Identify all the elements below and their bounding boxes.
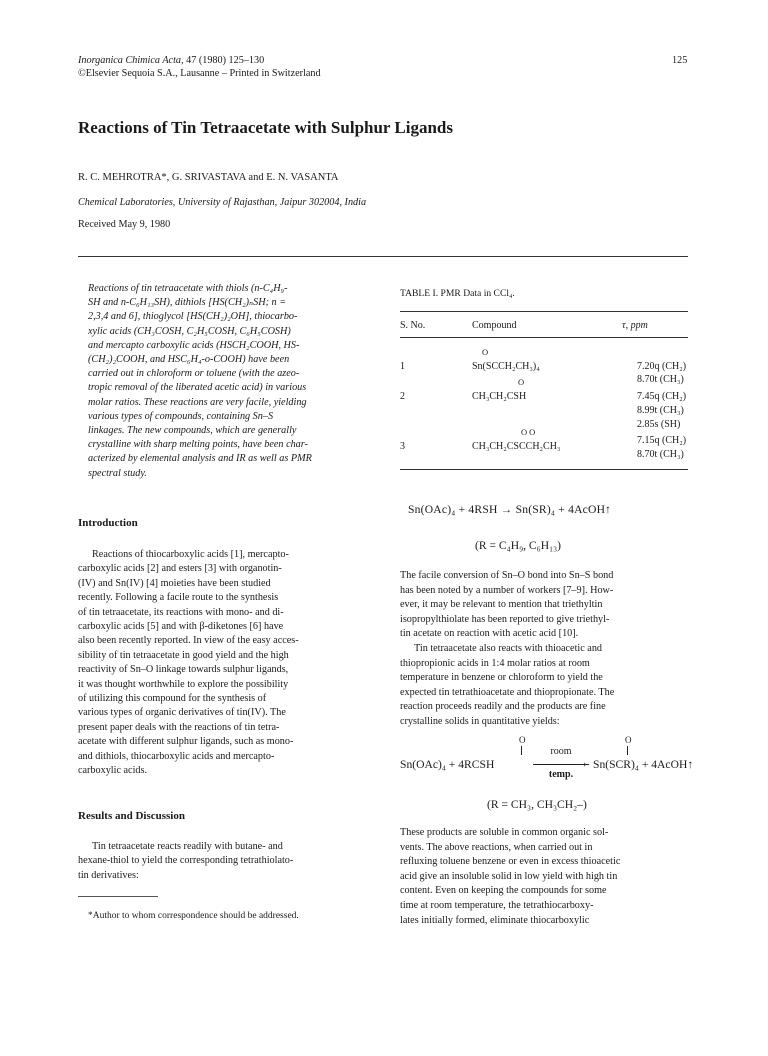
intro-line: of utilizing this compound for the synthesis of [78,693,267,705]
results-heading: Results and Discussion [78,810,185,822]
received-date: Received May 9, 1980 [78,219,171,230]
equation-2-right: Sn(SCR)₄ + 4AcOH↑ [593,758,694,771]
equation-2-condition: (R = CH₃, CH₃CH₂–) [487,798,587,811]
affiliation: Chemical Laboratories, University of Rajasthan, Jaipur 302004, India [78,197,367,208]
intro-line: and dithiols, thiocarboxylic acids and mercapto- [78,750,275,762]
intro-line: acetate with different sulphur ligands, such as mono- [78,736,294,748]
table-row-3-compound: CH₃CH₂CSCCH₂CH₃ [472,441,561,452]
right-line: content. Even on keeping the compounds for some [400,885,607,897]
arrow-head-icon: › [583,758,587,770]
table-row-1-compound: Sn(SCCH₂CH₃)₄ [472,361,540,372]
abstract [88,282,368,481]
carbonyl-o-pair [521,426,537,439]
right-line: has been noted by a number of workers [7–9]. How- [400,584,614,596]
page-number: 125 [672,55,688,66]
table-row-2-value: 8.99t (CH₃) [637,405,684,416]
intro-line: carboxylic acids [2] and esters [3] with organotin- [78,563,282,575]
intro-line: it was thought worthwhile to explore the possibility [78,678,289,690]
authors: R. C. MEHROTRA*, G. SRIVASTAVA and E. N. VASANTA [78,172,339,183]
carbonyl-o: O [519,735,526,745]
equation-2-arrow-bottom: temp. [548,769,574,780]
equation-2-left: Sn(OAc)₄ + 4RCSH [400,758,495,771]
right-line: crystalline solids in quantitative yields: [400,715,560,727]
table-header-rule [400,337,688,338]
carbonyl-o: O [518,377,525,387]
right-line: reaction proceeds readily and the products are fine [400,701,606,713]
abstract-line: (CH₂)₂COOH, and HSC₆H₄-o-COOH) have been [88,354,290,366]
journal-volume: 47 (1980) 125–130 [186,55,265,66]
right-line: tin acetate on reaction with acetic acid [10]. [400,628,579,640]
introduction-heading: Introduction [78,517,138,529]
equation-1-condition: (R = C₄H₉, C₆H₁₃) [475,539,562,552]
table-row-1-value: 7.20q (CH₂) [637,361,687,372]
right-line: isopropylthiolate has been reported to give triethyl- [400,613,610,625]
table-row-2-compound: CH₃CH₂CSH [472,391,527,402]
table-row-1-no: 1 [400,361,405,372]
results-line: hexane-thiol to yield the corresponding tetrathiolato- [78,855,294,867]
results-body [78,840,370,883]
right-line: thiopropionic acids in 1:4 molar ratios at room [400,657,590,669]
abstract-line: molar ratios. These reactions are very facile, yielding [88,396,307,408]
reaction-arrow-line [533,764,589,765]
right-line: expected tin tetrathioacetate and thiopropionate. The [400,686,615,698]
abstract-line: 2,3,4 and 6], thioglycol [HS(CH₂)₂OH], thiocarbo- [88,311,298,323]
intro-line: reactivity of Sn–O linkage towards sulphur ligands, [78,664,289,676]
right-line: Tin tetraacetate also reacts with thioacetic and [414,642,603,654]
footnote-divider [78,896,158,897]
abstract-line: SH and n-C₆H₁₃SH), dithiols [HS(CH₂)ₙSH; n = [88,297,287,309]
carbonyl-o: O [482,347,489,357]
intro-line: (IV) and Sn(IV) [4] moieties have been studied [78,577,271,589]
abstract-line: spectral study. [88,467,147,479]
table-row-2-no: 2 [400,391,405,402]
abstract-line: linkages. The new compounds, which are generally [88,425,297,437]
right-line: time at room temperature, the tetrathiocarboxy- [400,899,594,911]
journal-citation [78,54,264,68]
abstract-line: acterized by elemental analysis and IR as well as PMR [88,453,312,465]
intro-line: various types of organic derivatives of tin(IV). The [78,707,286,719]
table-header-sno: S. No. [400,320,426,331]
intro-line: also been recently reported. In view of the easy acces- [78,635,299,647]
equation-1: Sn(OAc)₄ + 4RSH → Sn(SR)₄ + 4AcOH↑ [408,503,612,516]
abstract-line: and mercapto carboxylic acids (HSCH₂COOH, HS- [88,339,300,351]
abstract-line: Reactions of tin tetraacetate with thiols (n-C₄H₉- [88,283,288,294]
table-caption: TABLE I. PMR Data in CCl₄. [400,288,515,299]
double-bond-mark [627,746,628,755]
abstract-line: crystalline with sharp melting points, have been char- [88,439,308,451]
introduction-body [78,548,370,779]
abstract-line: xylic acids (CH₃COSH, C₂H₅COSH, C₆H₅COSH) [88,325,291,337]
table-row-3-no: 3 [400,441,405,452]
article-title: Reactions of Tin Tetraacetate with Sulphur Ligands [78,118,454,137]
abstract-line: carried out in chloroform or toluene (with the azeo- [88,368,300,380]
table-header-tau: τ, ppm [622,320,648,331]
abstract-line: tropic removal of the liberated acetic acid) in various [88,382,307,394]
results-line: Tin tetraacetate reacts readily with butane- and [92,841,283,852]
table-row-2-value: 2.85s (SH) [637,419,681,430]
right-line: refluxing toluene benzene or even in excess thioacetic [400,856,621,868]
title-divider [78,256,688,257]
table-header-compound: Compound [472,320,517,331]
carbonyl-o: O [529,427,538,437]
right-line: acid give an insoluble solid in low yield with high tin [400,870,618,882]
table-bottom-rule [400,469,688,470]
table-row-1-value: 8.70t (CH₃) [637,374,684,385]
intro-line: carboxylic acids [5] and with β-diketones [6] have [78,621,284,633]
abstract-line: various types of compounds, containing Sn–S [88,410,274,422]
right-line: temperature in benzene or chloroform to yield the [400,672,603,684]
results-line: tin derivatives: [78,869,139,881]
intro-line: of tin tetraacetate, its reactions with mono- and di- [78,606,284,618]
intro-line: Reactions of thiocarboxylic acids [1], mercapto- [92,549,289,560]
right-line: lates initially formed, eliminate thiocarboxylic [400,914,590,926]
right-paragraph-2 [400,826,690,928]
intro-line: present paper deals with the reactions of tin tetra- [78,721,280,733]
right-line: ever, it may be relevant to mention that triethyltin [400,599,603,611]
journal-name: Inorganica Chimica Acta, [78,55,184,66]
carbonyl-o: O [625,735,632,745]
intro-line: carboxylic acids. [78,765,148,777]
right-line: The facile conversion of Sn–O bond into Sn–S bond [400,570,614,581]
table-row-3-value: 8.70t (CH₃) [637,449,684,460]
table-top-rule [400,311,688,312]
right-line: vents. The above reactions, when carried out in [400,841,593,853]
table-row-2-value: 7.45q (CH₂) [637,391,687,402]
right-paragraph-1 [400,569,690,730]
right-line: These products are soluble in common organic sol- [400,827,609,838]
intro-line: recently. Following a facile route to the synthesis [78,592,279,604]
table-row-3-value: 7.15q (CH₂) [637,435,687,446]
double-bond-mark [521,746,522,755]
carbonyl-o: O [521,427,530,437]
intro-line: sibility of tin tetraacetate in good yield and the high [78,649,289,661]
publisher-line: ©Elsevier Sequoia S.A., Lausanne – Printed in Switzerland [78,68,321,79]
equation-2-arrow-top: room [550,746,572,757]
footnote: *Author to whom correspondence should be addressed. [88,911,299,921]
